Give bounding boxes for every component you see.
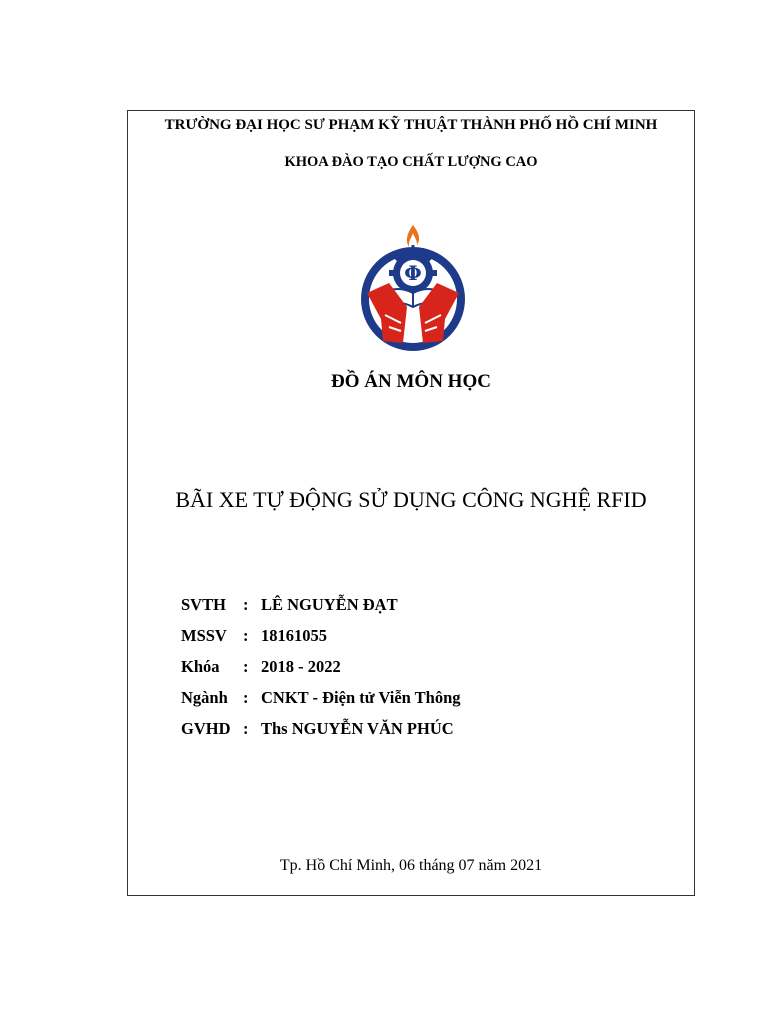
info-row-gvhd [181, 719, 461, 750]
emblem-flame [407, 225, 419, 247]
info-key: Ngành [181, 688, 228, 707]
info-value: LÊ NGUYỄN ĐẠT [261, 595, 398, 614]
project-title: BÃI XE TỰ ĐỘNG SỬ DỤNG CÔNG NGHỆ RFID [175, 487, 647, 512]
document-type: ĐỒ ÁN MÔN HỌC [331, 371, 491, 392]
university-emblem-icon [355, 223, 471, 355]
emblem-phi-glyph: Φ [404, 261, 422, 285]
info-colon: : [243, 626, 249, 645]
info-value: 18161055 [261, 626, 327, 645]
info-key: SVTH [181, 595, 226, 614]
cover-page-frame [127, 110, 695, 896]
info-value: Ths NGUYỄN VĂN PHÚC [261, 719, 454, 738]
info-colon: : [243, 595, 249, 614]
info-row-svth [181, 595, 461, 626]
info-colon: : [243, 657, 249, 676]
info-row-khoa [181, 657, 461, 688]
info-key: GVHD [181, 719, 231, 738]
place-and-date: Tp. Hồ Chí Minh, 06 tháng 07 năm 2021 [279, 857, 543, 874]
info-key: MSSV [181, 626, 227, 645]
info-row-nganh [181, 688, 461, 719]
info-row-mssv [181, 626, 461, 657]
faculty-name: KHOA ĐÀO TẠO CHẤT LƯỢNG CAO [284, 154, 538, 170]
student-info [181, 595, 461, 750]
university-name: TRƯỜNG ĐẠI HỌC SƯ PHẠM KỸ THUẬT THÀNH PHỐ HỒ CHÍ MINH [164, 117, 658, 133]
info-key: Khóa [181, 657, 220, 676]
info-value: CNKT - Điện tử Viễn Thông [261, 688, 461, 707]
info-colon: : [243, 688, 249, 707]
info-value: 2018 - 2022 [261, 657, 341, 676]
info-colon: : [243, 719, 249, 738]
